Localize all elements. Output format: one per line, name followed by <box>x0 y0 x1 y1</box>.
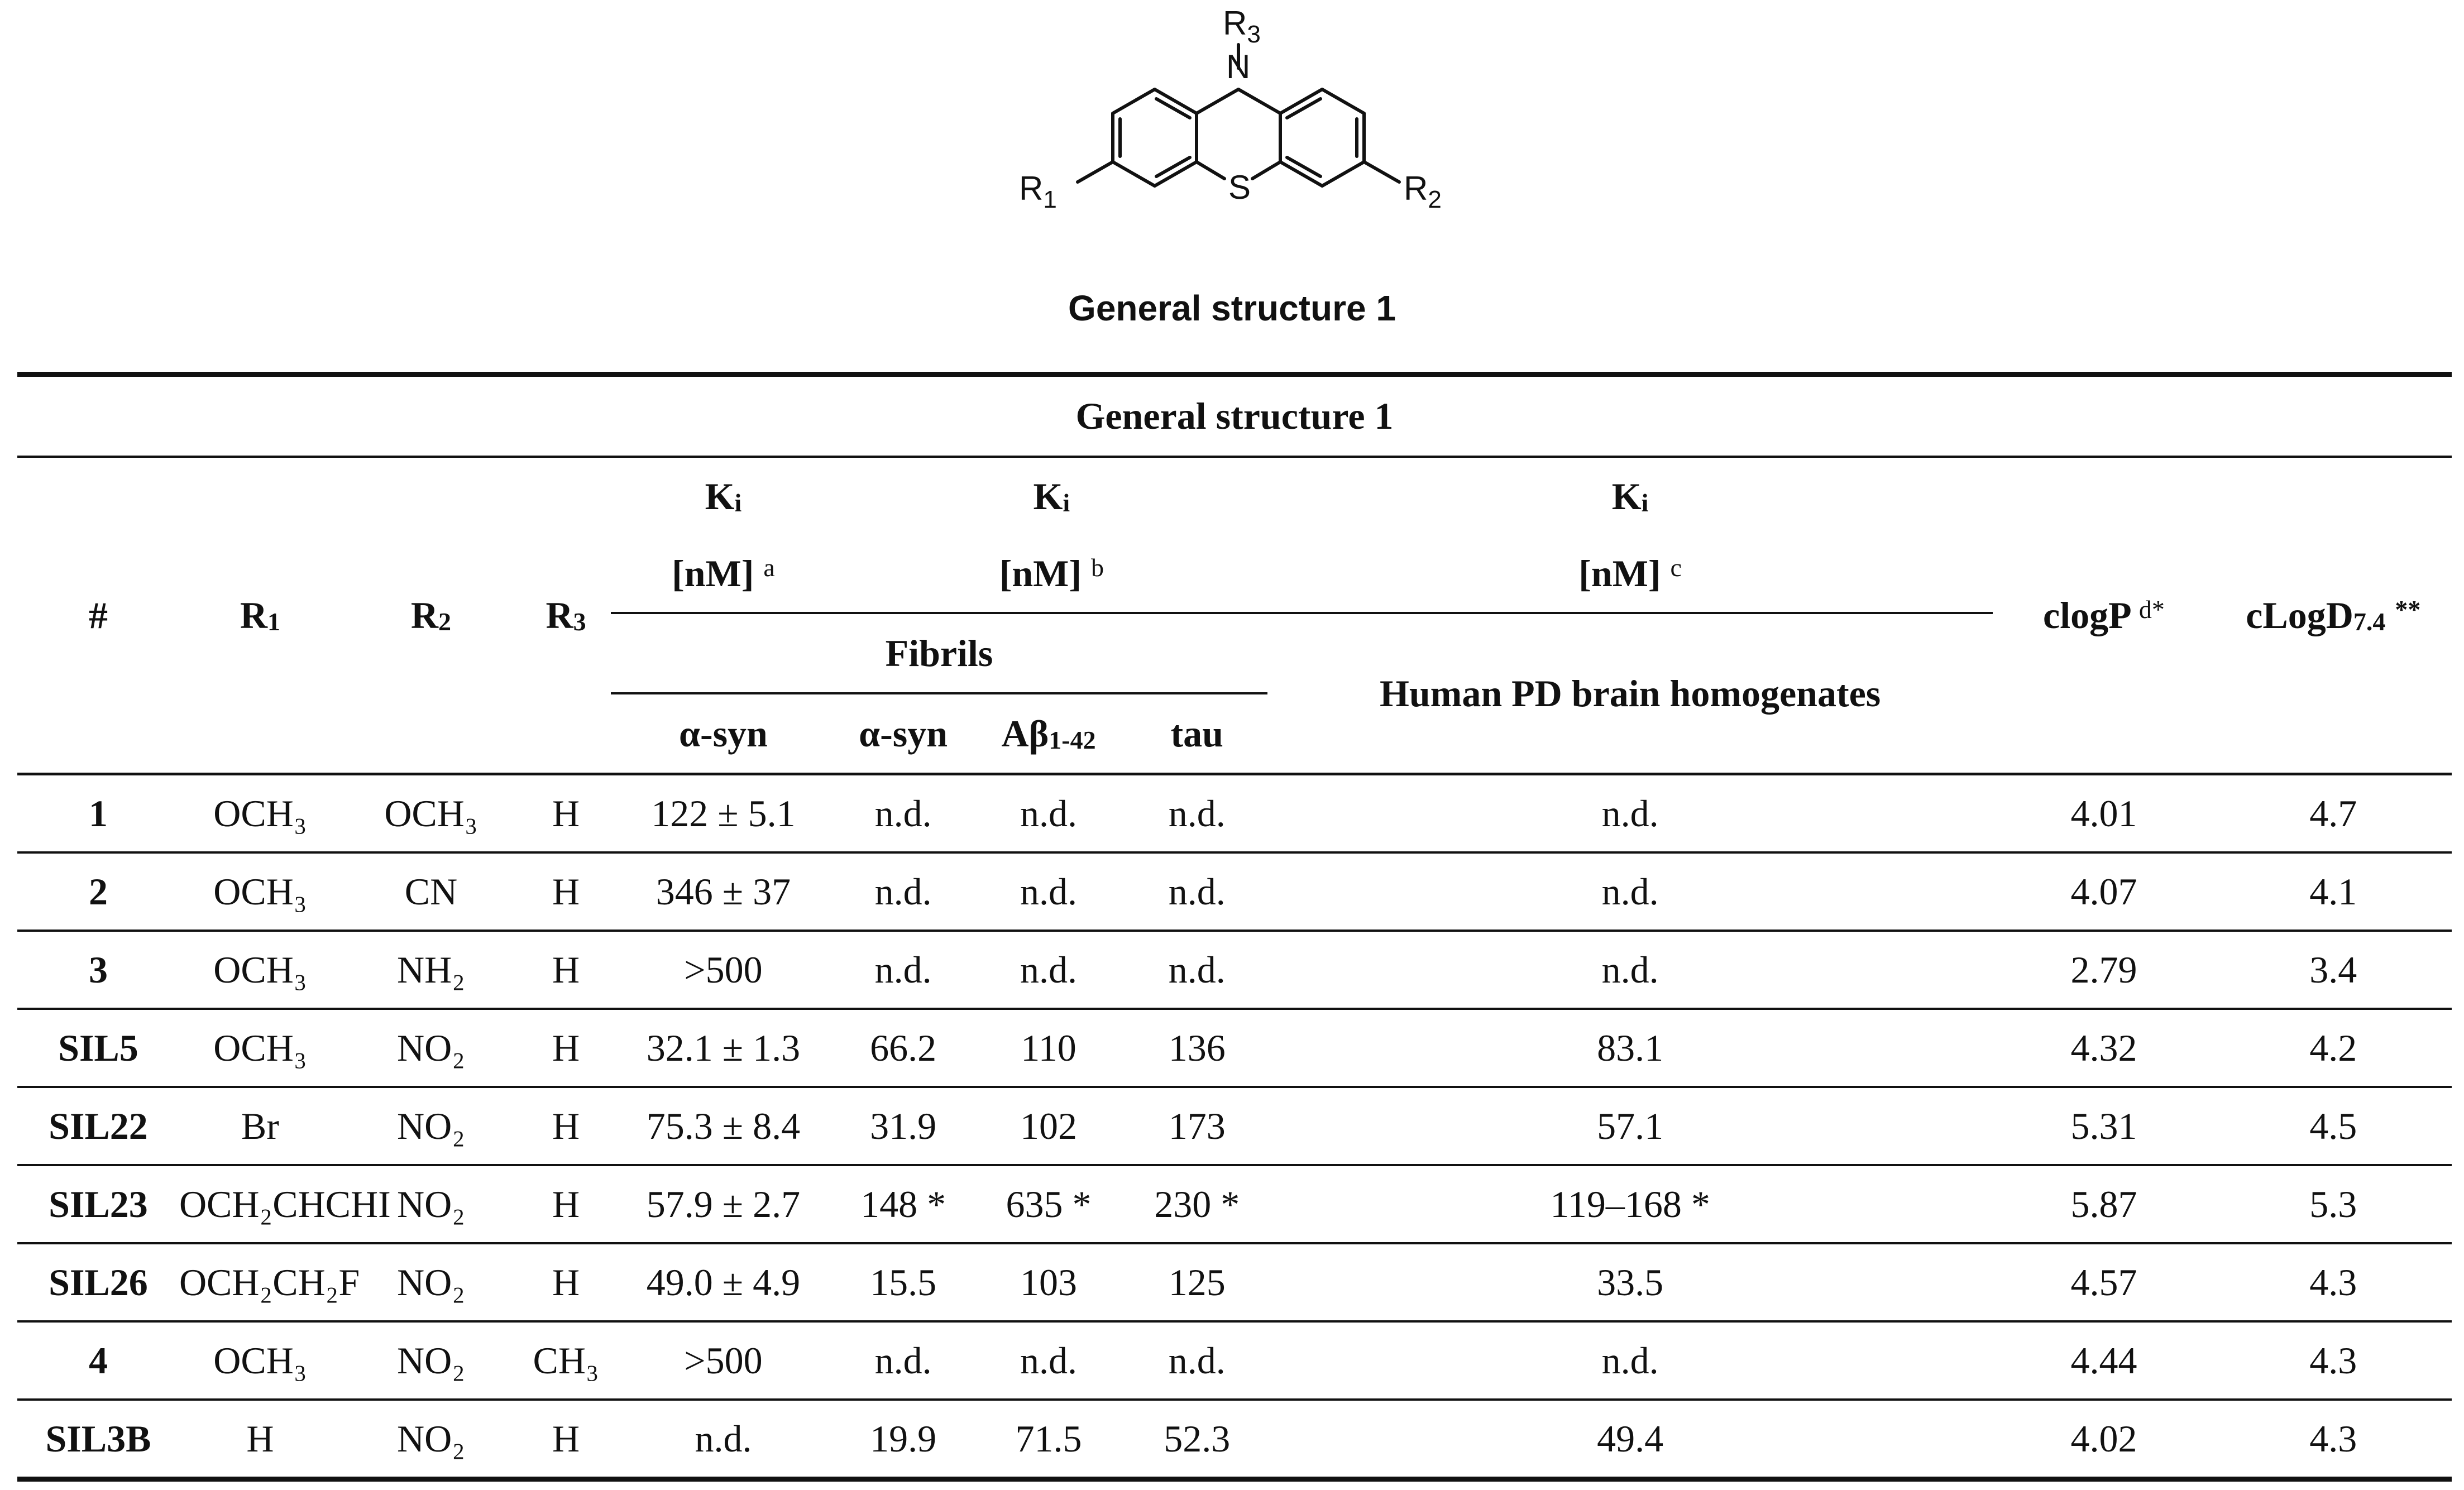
cell-ki-asyn: 19.9 <box>836 1400 971 1479</box>
footnote-a: a <box>763 553 775 582</box>
cell-compound-id: SIL23 <box>17 1165 179 1243</box>
cell-compound-id: 1 <box>17 774 179 853</box>
cell-r1: OCH₃ <box>179 852 341 931</box>
cell-ki-human-pd: 57.1 <box>1267 1087 1993 1165</box>
cell-r1: OCH₃ <box>179 1321 341 1400</box>
cell-compound-id: SIL3B <box>17 1400 179 1479</box>
table-row <box>17 931 2452 1009</box>
cell-ki-human-pd: 33.5 <box>1267 1243 1993 1321</box>
cell-ki-human-pd: 49.4 <box>1267 1400 1993 1479</box>
cell-ki-asyn-fibrils: >500 <box>611 1321 836 1400</box>
cell-r2: NH₂ <box>341 931 521 1009</box>
table-row <box>17 1009 2452 1087</box>
cell-r3: H <box>521 1165 611 1243</box>
table-title: General structure 1 <box>17 375 2452 457</box>
cell-ki-tau: n.d. <box>1127 931 1267 1009</box>
cell-ki-abeta: 103 <box>970 1243 1126 1321</box>
cell-r2: NO₂ <box>341 1400 521 1479</box>
cell-clogd: 5.3 <box>2215 1165 2452 1243</box>
cell-ki-asyn-fibrils: 49.0 ± 4.9 <box>611 1243 836 1321</box>
cell-r2: CN <box>341 852 521 931</box>
cell-ki-asyn-fibrils: 122 ± 5.1 <box>611 774 836 853</box>
cell-ki-abeta: n.d. <box>970 774 1126 853</box>
r3-label-text: R <box>1223 4 1247 42</box>
cell-r1: OCH₃ <box>179 774 341 853</box>
cell-r3: H <box>521 1400 611 1479</box>
col-header-clogd <box>2215 457 2452 774</box>
abeta-text: Aβ <box>1001 712 1049 755</box>
cell-ki-abeta: 71.5 <box>970 1400 1126 1479</box>
cell-ki-abeta: n.d. <box>970 852 1126 931</box>
cell-clogd: 4.7 <box>2215 774 2452 853</box>
cell-ki-human-pd: n.d. <box>1267 852 1993 931</box>
nm-header-b <box>836 535 1267 613</box>
cell-ki-abeta: 635 * <box>970 1165 1126 1243</box>
cell-clogd: 4.1 <box>2215 852 2452 931</box>
cell-clogp: 4.01 <box>1993 774 2214 853</box>
cell-r3: H <box>521 1243 611 1321</box>
table-body <box>17 774 2452 1479</box>
cell-ki-abeta: n.d. <box>970 1321 1126 1400</box>
cell-clogp: 5.87 <box>1993 1165 2214 1243</box>
human-pd-header: Human PD brain homogenates <box>1379 672 1881 715</box>
footnote-c: c <box>1670 553 1682 582</box>
cell-ki-abeta: 102 <box>970 1087 1126 1165</box>
r1-label: $R_1$ <box>1019 170 1057 213</box>
phenothiazine-structure-drawing <box>1005 0 1463 240</box>
structure-atom-labels <box>1019 4 1442 213</box>
nm-header-a <box>611 535 836 613</box>
ki-b-sub: i <box>1063 488 1070 517</box>
col-header-asyn-b: α-syn <box>859 712 948 755</box>
cell-r1: OCH₂CHCHI <box>179 1165 341 1243</box>
ki-b-symbol: K <box>1033 475 1063 518</box>
cell-ki-tau: n.d. <box>1127 774 1267 853</box>
cell-r1: OCH₃ <box>179 931 341 1009</box>
clogd-sub: 7.4 <box>2353 607 2386 636</box>
nm-header-c <box>1267 535 1993 613</box>
cell-ki-asyn: n.d. <box>836 1321 971 1400</box>
cell-r3: H <box>521 852 611 931</box>
cell-r1: Br <box>179 1087 341 1165</box>
cell-r2: NO₂ <box>341 1087 521 1165</box>
table-row <box>17 1321 2452 1400</box>
cell-ki-asyn-fibrils: n.d. <box>611 1400 836 1479</box>
cell-ki-asyn-fibrils: 75.3 ± 8.4 <box>611 1087 836 1165</box>
cell-clogp: 4.57 <box>1993 1243 2214 1321</box>
col-header-r2: $R_2$ <box>410 593 451 636</box>
cell-clogd: 4.3 <box>2215 1400 2452 1479</box>
cell-r3: H <box>521 1087 611 1165</box>
cell-ki-asyn: n.d. <box>836 852 971 931</box>
header-row-ki <box>17 457 2452 535</box>
ki-header-c <box>1267 457 1993 535</box>
cell-r2: NO₂ <box>341 1009 521 1087</box>
sulfur-label: S <box>1228 169 1251 206</box>
cell-ki-asyn: 31.9 <box>836 1087 971 1165</box>
table-row <box>17 1243 2452 1321</box>
table-title-row <box>17 375 2452 457</box>
cell-clogd: 3.4 <box>2215 931 2452 1009</box>
cell-clogp: 4.07 <box>1993 852 2214 931</box>
r3-label: $R_3$ <box>1223 4 1261 48</box>
ki-a-symbol: K <box>705 475 735 518</box>
cell-r2: OCH₃ <box>341 774 521 853</box>
r2-label: $R_2$ <box>1404 170 1442 213</box>
cell-r1: OCH₃ <box>179 1009 341 1087</box>
col-header-number: # <box>88 593 108 636</box>
cell-compound-id: SIL22 <box>17 1087 179 1165</box>
ki-c-symbol: K <box>1611 475 1642 518</box>
col-header-r2-text: R <box>410 593 438 636</box>
cell-ki-tau: n.d. <box>1127 1321 1267 1400</box>
cell-clogd: 4.5 <box>2215 1087 2452 1165</box>
cell-r2: NO₂ <box>341 1321 521 1400</box>
structure-caption: General structure 1 <box>1068 288 1396 328</box>
cell-clogp: 4.44 <box>1993 1321 2214 1400</box>
ki-header-b <box>836 457 1267 535</box>
col-header-r3-text: R <box>546 593 573 636</box>
ki-header-a <box>611 457 836 535</box>
cell-r1: OCH₂CH₂F <box>179 1243 341 1321</box>
cell-compound-id: 4 <box>17 1321 179 1400</box>
cell-clogd: 4.2 <box>2215 1009 2452 1087</box>
nm-a-text: [nM] <box>672 552 754 595</box>
cell-ki-asyn: 15.5 <box>836 1243 971 1321</box>
clogp-footnote: d* <box>2138 595 2165 624</box>
col-header-r1: $R_1$ <box>240 593 280 636</box>
cell-ki-tau: 230 * <box>1127 1165 1267 1243</box>
cell-ki-human-pd: n.d. <box>1267 774 1993 853</box>
table-row <box>17 1087 2452 1165</box>
cell-r3: H <box>521 1009 611 1087</box>
cell-ki-asyn-fibrils: 57.9 ± 2.7 <box>611 1165 836 1243</box>
cell-ki-asyn-fibrils: 32.1 ± 1.3 <box>611 1009 836 1087</box>
cell-ki-human-pd: 119–168 * <box>1267 1165 1993 1243</box>
cell-compound-id: SIL5 <box>17 1009 179 1087</box>
r2-label-text: R <box>1404 170 1428 207</box>
col-header-asyn-a: α-syn <box>679 712 768 755</box>
col-header-abeta <box>970 693 1126 774</box>
binding-affinity-table <box>17 372 2452 1482</box>
cell-clogp: 4.02 <box>1993 1400 2214 1479</box>
cell-ki-human-pd: n.d. <box>1267 931 1993 1009</box>
cell-ki-abeta: n.d. <box>970 931 1126 1009</box>
table-row <box>17 852 2452 931</box>
cell-compound-id: SIL26 <box>17 1243 179 1321</box>
cell-ki-tau: 136 <box>1127 1009 1267 1087</box>
cell-clogp: 2.79 <box>1993 931 2214 1009</box>
footnote-b: b <box>1091 553 1104 582</box>
nm-b-text: [nM] <box>999 552 1082 595</box>
cell-ki-asyn: n.d. <box>836 774 971 853</box>
cell-ki-tau: 125 <box>1127 1243 1267 1321</box>
clogd-text: cLogD <box>2246 593 2353 636</box>
cell-r2: NO₂ <box>341 1165 521 1243</box>
cell-ki-asyn: n.d. <box>836 931 971 1009</box>
col-header-clogp <box>1993 457 2214 774</box>
clogd-footnote: ** <box>2395 595 2421 624</box>
nitrogen-label: N <box>1226 48 1251 85</box>
r1-label-text: R <box>1019 170 1044 207</box>
table-row <box>17 774 2452 853</box>
cell-compound-id: 2 <box>17 852 179 931</box>
cell-ki-abeta: 110 <box>970 1009 1126 1087</box>
cell-r3: H <box>521 774 611 853</box>
fibrils-header: Fibrils <box>611 613 1267 693</box>
cell-ki-human-pd: 83.1 <box>1267 1009 1993 1087</box>
cell-ki-asyn: 148 * <box>836 1165 971 1243</box>
cell-compound-id: 3 <box>17 931 179 1009</box>
cell-ki-tau: 52.3 <box>1127 1400 1267 1479</box>
col-header-r3: $R_3$ <box>546 593 586 636</box>
table-row <box>17 1400 2452 1479</box>
col-header-r1-text: R <box>240 593 267 636</box>
table-row <box>17 1165 2452 1243</box>
cell-ki-asyn-fibrils: >500 <box>611 931 836 1009</box>
cell-clogd: 4.3 <box>2215 1243 2452 1321</box>
cell-ki-asyn: 66.2 <box>836 1009 971 1087</box>
clogp-text: clogP <box>2043 593 2130 636</box>
cell-ki-tau: 173 <box>1127 1087 1267 1165</box>
col-header-tau: tau <box>1170 712 1223 755</box>
cell-r3: CH₃ <box>521 1321 611 1400</box>
cell-r3: H <box>521 931 611 1009</box>
cell-ki-human-pd: n.d. <box>1267 1321 1993 1400</box>
nm-c-text: [nM] <box>1578 552 1661 595</box>
abeta-sub: 1-42 <box>1049 725 1096 754</box>
cell-r2: NO₂ <box>341 1243 521 1321</box>
ki-c-sub: i <box>1641 488 1649 517</box>
cell-clogd: 4.3 <box>2215 1321 2452 1400</box>
ki-a-sub: i <box>734 488 742 517</box>
cell-r1: H <box>179 1400 341 1479</box>
cell-clogp: 4.32 <box>1993 1009 2214 1087</box>
cell-clogp: 5.31 <box>1993 1087 2214 1165</box>
cell-ki-asyn-fibrils: 346 ± 37 <box>611 852 836 931</box>
cell-ki-tau: n.d. <box>1127 852 1267 931</box>
